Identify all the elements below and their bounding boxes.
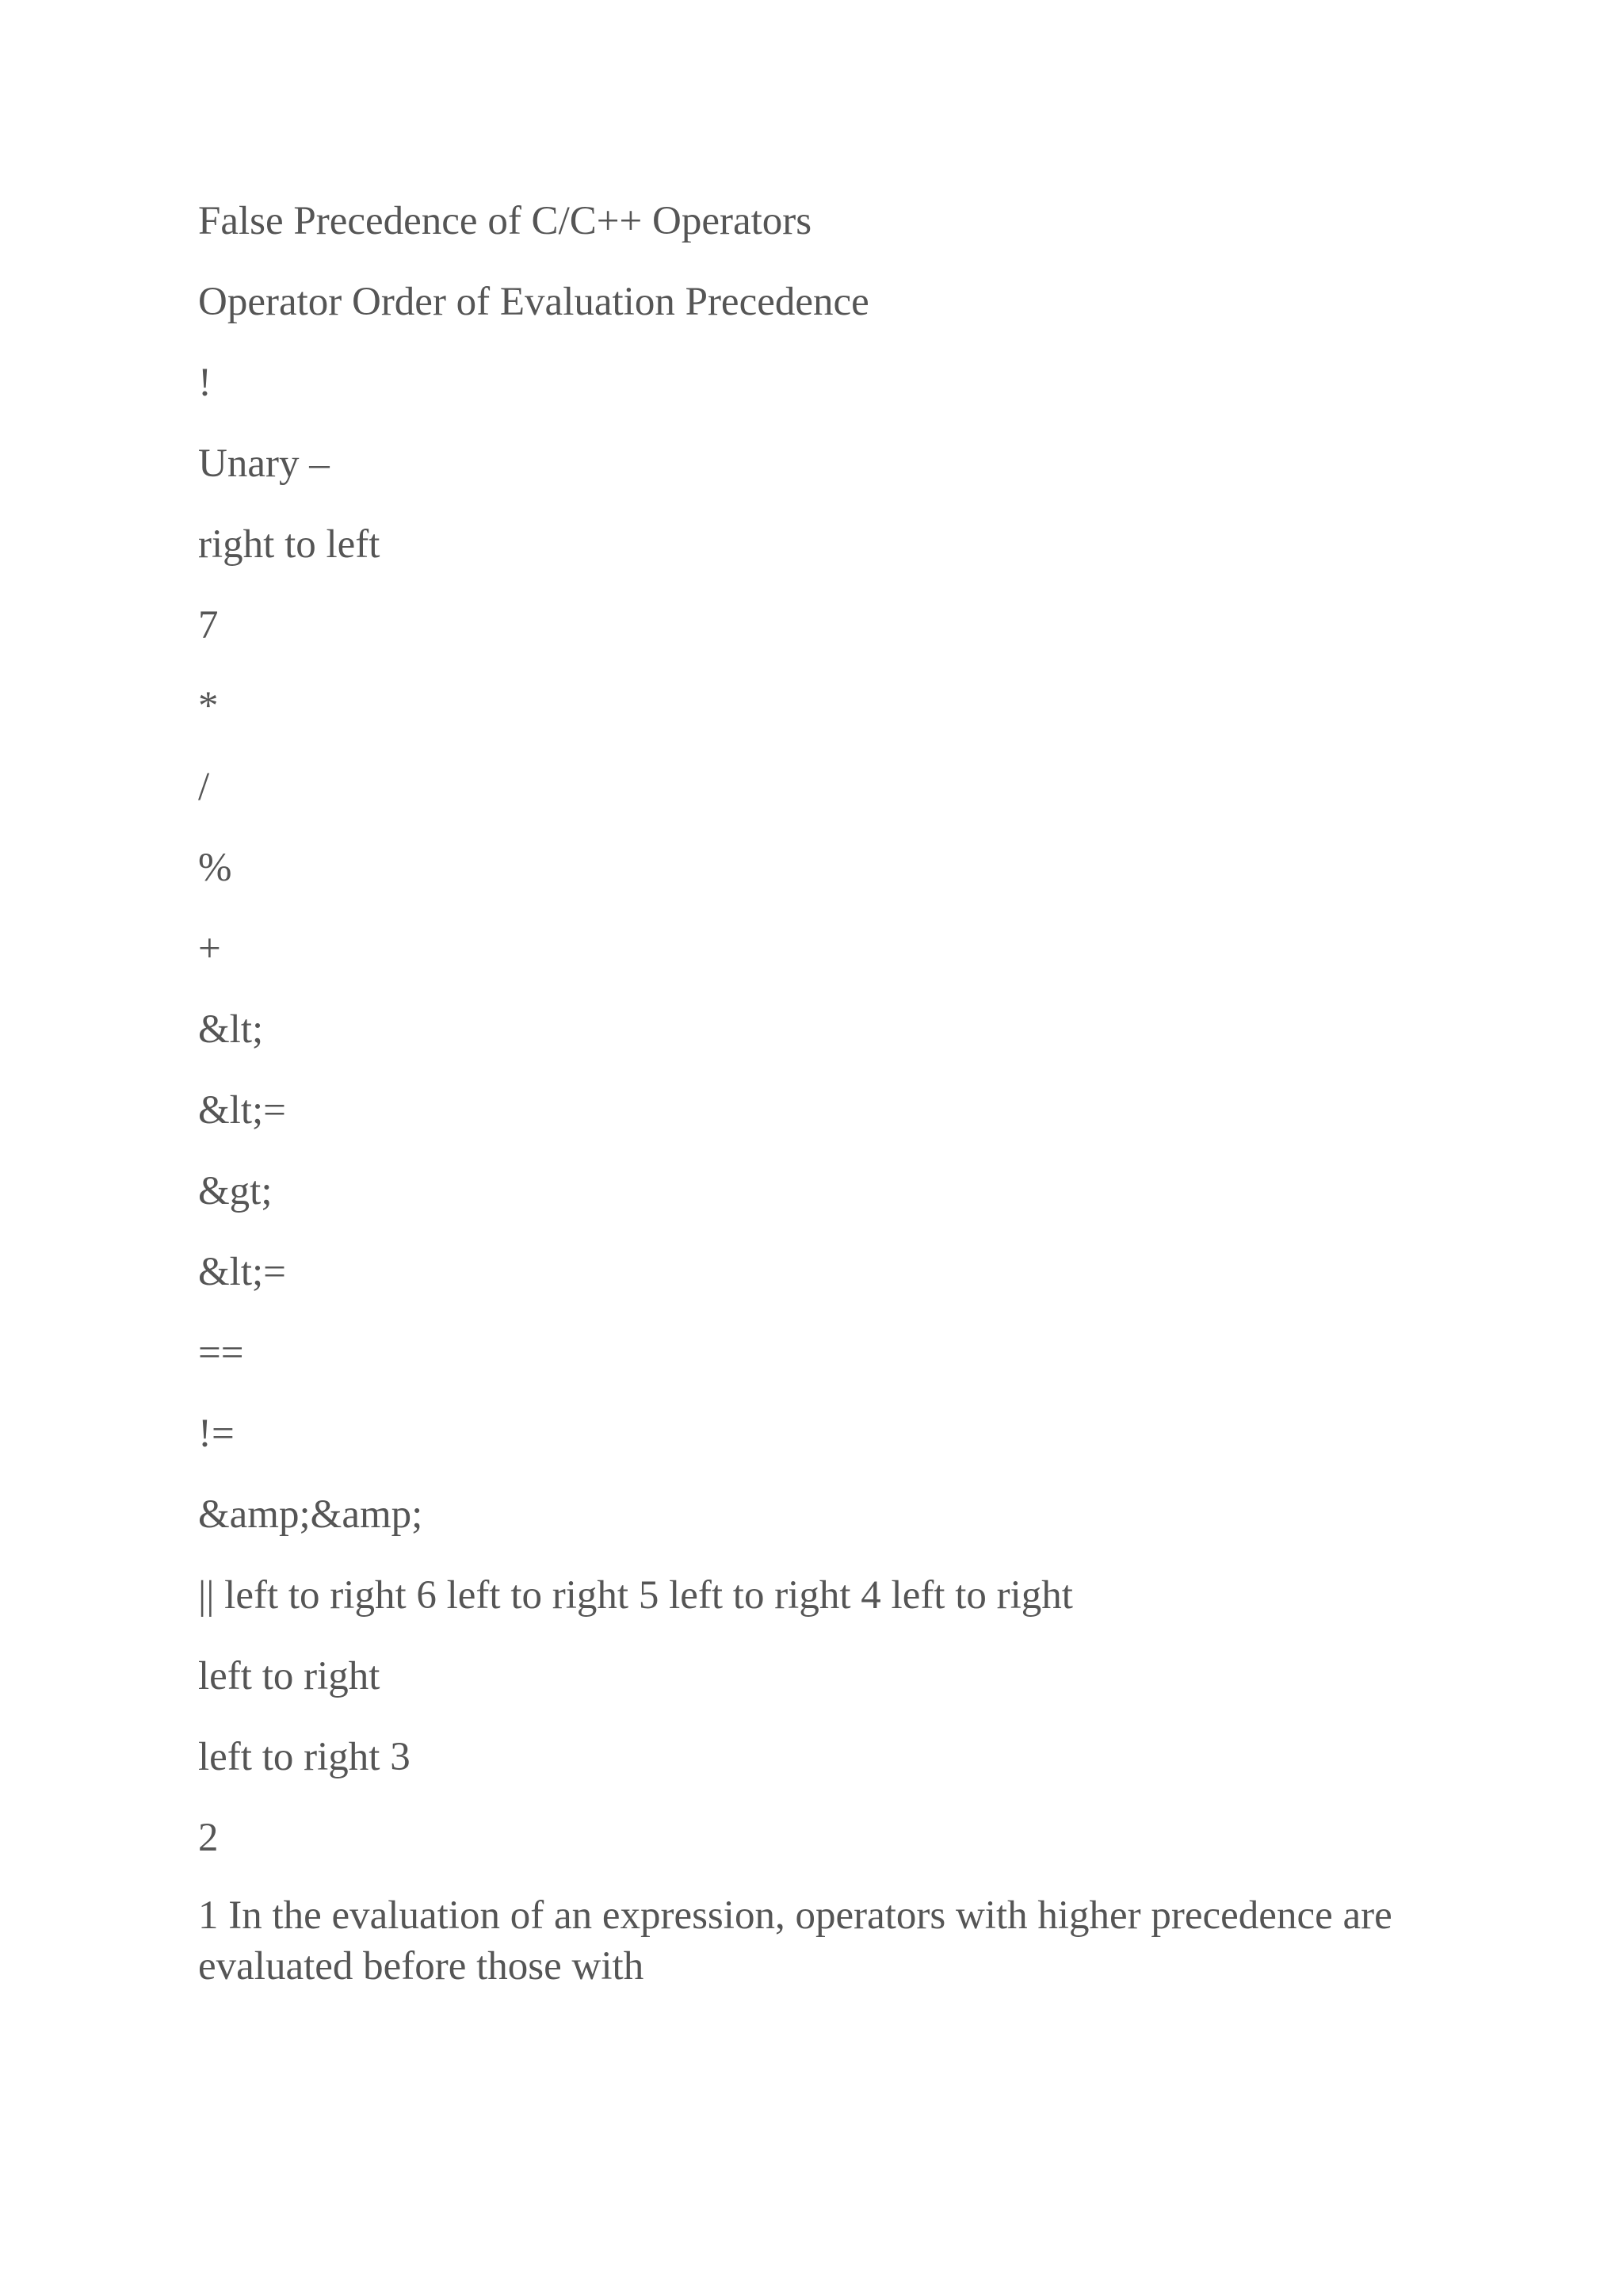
text-line: &amp;&amp; <box>198 1492 423 1537</box>
text-line: ! <box>198 361 212 405</box>
text-line: &lt;= <box>198 1088 286 1133</box>
text-line: 2 <box>198 1816 219 1860</box>
text-line: 7 <box>198 603 219 648</box>
document-title: False Precedence of C/C++ Operators <box>198 199 812 243</box>
text-line: Unary – <box>198 441 330 486</box>
text-line: || left to right 6 left to right 5 left to right 4 left to right <box>198 1573 1073 1618</box>
text-line: &lt; <box>198 1007 264 1052</box>
text-line: &lt;= <box>198 1250 286 1294</box>
text-line: right to left <box>198 522 380 567</box>
text-line: + <box>198 926 221 971</box>
document-content <box>198 193 1442 1992</box>
text-line: left to right 3 <box>198 1735 411 1779</box>
text-line: left to right <box>198 1654 380 1698</box>
table-header: Operator Order of Evaluation Precedence <box>198 280 869 324</box>
text-line: == <box>198 1331 244 1375</box>
body-paragraph: 1 In the evaluation of an expression, operators with higher precedence are evaluated before those with <box>198 1893 1392 1988</box>
text-line: &gt; <box>198 1169 273 1213</box>
text-line: != <box>198 1412 235 1456</box>
text-line: * <box>198 684 219 728</box>
text-line: / <box>198 765 210 809</box>
text-line: % <box>198 846 232 890</box>
